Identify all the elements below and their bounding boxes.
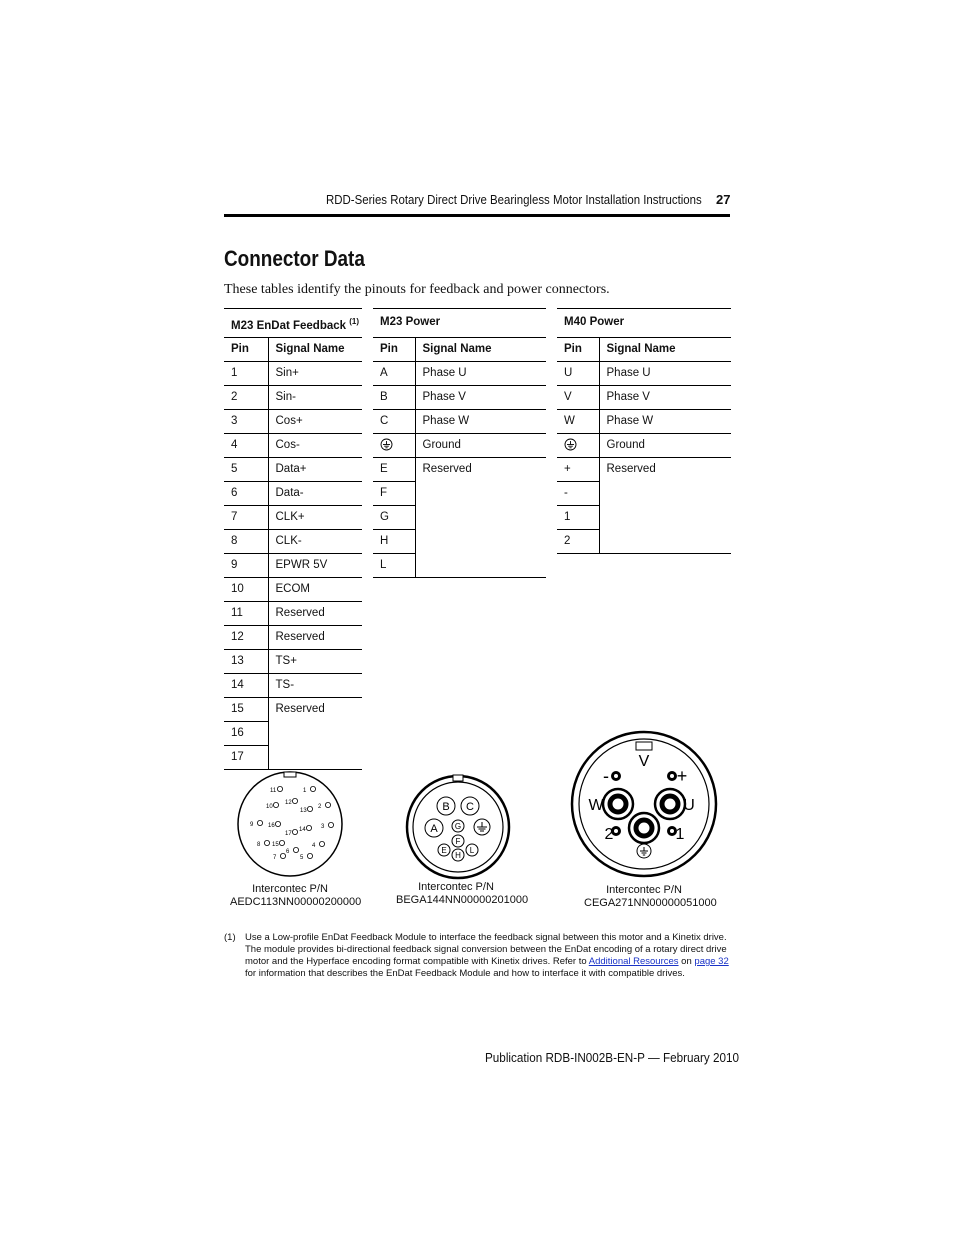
signal-cell: EPWR 5V: [268, 554, 362, 578]
power-contact: [664, 798, 676, 810]
pin-cell: 3: [224, 410, 268, 434]
section-intro: These tables identify the pinouts for feedback and power connectors.: [224, 282, 610, 297]
table-title: M40 Power: [557, 309, 731, 338]
m40-power-table: [557, 308, 731, 554]
pin-label: 11: [270, 788, 277, 794]
pin-label: 10: [266, 804, 273, 810]
table-row: [224, 530, 362, 554]
pin-cell: +: [557, 458, 599, 482]
caption-part-number: CEGA271NN00000051000: [584, 897, 717, 909]
connector-outline: [238, 772, 342, 876]
pin-label: F: [455, 837, 461, 846]
pin-label: 12: [285, 800, 292, 806]
col-header-signal: Signal Name: [599, 338, 731, 362]
pin-cell: E: [373, 458, 415, 482]
pin-label: E: [441, 846, 447, 855]
signal-cell: Data+: [268, 458, 362, 482]
pin-label: 1: [675, 826, 685, 843]
signal-cell: CLK-: [268, 530, 362, 554]
table-row: [373, 386, 546, 410]
page-32-link[interactable]: page 32: [694, 956, 729, 967]
signal-cell: Reserved: [268, 626, 362, 650]
signal-cell: Cos-: [268, 434, 362, 458]
pin-cell: 14: [224, 674, 268, 698]
signal-cell: Ground: [415, 434, 546, 458]
signal-cell: Sin-: [268, 386, 362, 410]
power-contact: [638, 822, 650, 834]
pin-cell: A: [373, 362, 415, 386]
table-row: [373, 362, 546, 386]
pin-cell: C: [373, 410, 415, 434]
pin-cell: 7: [224, 506, 268, 530]
pin-cell: 9: [224, 554, 268, 578]
signal-cell: Sin+: [268, 362, 362, 386]
signal-cell: Reserved: [268, 602, 362, 626]
table-row: [224, 650, 362, 674]
feedback-connector-caption: [230, 883, 362, 909]
m40-power-connector-caption: [584, 884, 717, 910]
signal-cell: Data-: [268, 482, 362, 506]
pin-cell: H: [373, 530, 415, 554]
running-header-title: RDD-Series Rotary Direct Drive Bearingless Motor Installation Instructions: [326, 192, 702, 207]
pin-label: 4: [312, 843, 316, 849]
pin-label: U: [683, 797, 695, 814]
table-row: [373, 434, 546, 458]
m40-power-connector-diagram: [566, 730, 722, 880]
pin-cell: [373, 434, 415, 458]
pin-cell: W: [557, 410, 599, 434]
table-row: [373, 458, 546, 482]
pin-label: 7: [273, 855, 277, 861]
table-row: [557, 410, 731, 434]
caption-line: Intercontec P/N: [418, 881, 494, 893]
pin-cell: 13: [224, 650, 268, 674]
caption-part-number: AEDC113NN00000200000: [230, 896, 362, 908]
col-header-signal: Signal Name: [268, 338, 362, 362]
signal-cell: Phase V: [599, 386, 731, 410]
caption-line: Intercontec P/N: [606, 884, 682, 896]
table-row: [224, 626, 362, 650]
pin-cell: V: [557, 386, 599, 410]
pin-contact: [292, 798, 297, 803]
pin-contact: [310, 786, 315, 791]
footnote-text-part: for information that describes the EnDat Feedback Module and how to interface it with compatible drives.: [245, 968, 685, 979]
signal-cell: Cos+: [268, 410, 362, 434]
signal-cell: Phase U: [415, 362, 546, 386]
table-row: [557, 362, 731, 386]
pin-contact: [328, 822, 333, 827]
table-row: [224, 386, 362, 410]
signal-cell: Reserved: [599, 458, 731, 554]
pin-cell: 11: [224, 602, 268, 626]
signal-cell: Phase W: [415, 410, 546, 434]
pin-label: 6: [286, 849, 290, 855]
pin-label: 5: [300, 855, 304, 861]
pin-label: 14: [299, 827, 306, 833]
pin-cell: 1: [557, 506, 599, 530]
ground-icon: [474, 819, 490, 835]
pin-contact: [277, 786, 282, 791]
table-row: [224, 434, 362, 458]
signal-contact-hole: [670, 774, 674, 778]
table-row: [224, 506, 362, 530]
feedback-connector-diagram: [232, 770, 348, 880]
page-number: 27: [716, 192, 731, 207]
pin-label: 3: [321, 824, 325, 830]
table-row: [224, 458, 362, 482]
footnote-text-part: on: [678, 956, 695, 967]
pin-cell: 2: [557, 530, 599, 554]
table-row: [224, 698, 362, 722]
signal-cell: Phase W: [599, 410, 731, 434]
pin-contact: [292, 829, 297, 834]
table-row: [224, 674, 362, 698]
ground-icon: [380, 438, 393, 451]
caption-part-number: BEGA144NN00000201000: [396, 894, 529, 906]
caption-line: Intercontec P/N: [252, 883, 328, 895]
pin-cell: -: [557, 482, 599, 506]
pin-cell: 16: [224, 722, 268, 746]
pin-cell: 2: [224, 386, 268, 410]
pin-label: L: [469, 846, 475, 855]
signal-cell: ECOM: [268, 578, 362, 602]
col-header-pin: Pin: [224, 338, 268, 362]
pin-cell: 17: [224, 746, 268, 770]
pin-cell: B: [373, 386, 415, 410]
m23-power-table: [373, 308, 546, 578]
publication-footer: Publication RDB-IN002B-EN-P — February 2010: [485, 1050, 740, 1065]
table-row: [224, 554, 362, 578]
signal-cell: Reserved: [268, 698, 362, 770]
pin-label: -: [603, 766, 609, 786]
pin-cell: 8: [224, 530, 268, 554]
table-row: [224, 602, 362, 626]
pin-cell: [557, 434, 599, 458]
keyway: [636, 742, 652, 750]
pin-cell: 12: [224, 626, 268, 650]
pin-cell: L: [373, 554, 415, 578]
pin-label: 8: [257, 842, 261, 848]
pin-label: 15: [272, 842, 279, 848]
pin-contact: [293, 847, 298, 852]
signal-cell: Phase V: [415, 386, 546, 410]
header-rule: [224, 214, 730, 217]
pin-contact: [280, 853, 285, 858]
table-row: [224, 410, 362, 434]
signal-cell: Reserved: [415, 458, 546, 578]
footnote-ref[interactable]: (1): [349, 317, 360, 326]
m23-power-connector-caption: [396, 881, 529, 907]
pin-cell: 5: [224, 458, 268, 482]
m23-feedback-table: [224, 308, 362, 770]
pin-cell: G: [373, 506, 415, 530]
pin-contact: [273, 802, 278, 807]
pin-contact: [306, 825, 311, 830]
m23-power-connector-diagram: [402, 774, 514, 880]
keyway: [284, 772, 296, 777]
pin-cell: 1: [224, 362, 268, 386]
pin-cell: 6: [224, 482, 268, 506]
signal-cell: TS-: [268, 674, 362, 698]
table-row: [224, 482, 362, 506]
pin-cell: 10: [224, 578, 268, 602]
table-row: [224, 362, 362, 386]
pin-label: V: [638, 753, 650, 770]
pin-cell: F: [373, 482, 415, 506]
pin-label: 13: [300, 808, 307, 814]
col-header-pin: Pin: [373, 338, 415, 362]
pin-contact: [257, 820, 262, 825]
footnote-text: [245, 932, 730, 980]
pin-label: 2: [604, 826, 614, 843]
pin-label: G: [454, 822, 462, 831]
pin-label: B: [442, 801, 450, 813]
pin-contact: [307, 806, 312, 811]
signal-contact-hole: [614, 774, 618, 778]
table-row: [557, 386, 731, 410]
pin-contact: [319, 841, 324, 846]
col-header-pin: Pin: [557, 338, 599, 362]
pin-contact: [264, 840, 269, 845]
signal-cell: CLK+: [268, 506, 362, 530]
ground-icon: [564, 438, 577, 451]
pin-cell: 4: [224, 434, 268, 458]
keyway: [453, 775, 463, 781]
pin-label: 16: [268, 823, 275, 829]
table-row: [373, 410, 546, 434]
table-title: M23 EnDat Feedback $^{(1)}$: [224, 309, 362, 338]
pin-label: C: [466, 801, 474, 813]
pin-contact: [307, 853, 312, 858]
pin-label: +: [676, 766, 688, 786]
signal-cell: TS+: [268, 650, 362, 674]
pin-label: W: [588, 797, 604, 814]
additional-resources-link[interactable]: Additional Resources: [588, 956, 679, 967]
ground-icon: [637, 844, 651, 858]
table-row: [557, 458, 731, 482]
section-title: Connector Data: [224, 246, 365, 271]
pin-contact: [279, 840, 284, 845]
signal-contact-hole: [670, 829, 674, 833]
pin-contact: [275, 821, 280, 826]
signal-cell: Ground: [599, 434, 731, 458]
signal-cell: Phase U: [599, 362, 731, 386]
pin-label: 2: [318, 804, 322, 810]
table-row: [224, 578, 362, 602]
footnote-mark: (1): [224, 932, 236, 943]
pin-label: 1: [303, 788, 307, 794]
table-title: M23 Power: [373, 309, 546, 338]
pin-cell: 15: [224, 698, 268, 722]
footnote-text-part: Use a Low-profile EnDat Feedback Module to interface the feedback signal between this motor and a Kinetix drive. The module provides bi-directional feedback signal conversion between the EnDat encoding of a rotary direct drive motor and the Hyperface encoding format compatible with Kinetix drives. Refer to: [245, 932, 727, 967]
pin-cell: U: [557, 362, 599, 386]
signal-contact-hole: [614, 829, 618, 833]
pin-label: A: [430, 823, 438, 835]
pin-label: 9: [250, 822, 254, 828]
col-header-signal: Signal Name: [415, 338, 546, 362]
power-contact: [612, 798, 624, 810]
pin-contact: [325, 802, 330, 807]
pin-label: H: [455, 851, 461, 860]
pin-label: 17: [285, 831, 292, 837]
table-row: [557, 434, 731, 458]
